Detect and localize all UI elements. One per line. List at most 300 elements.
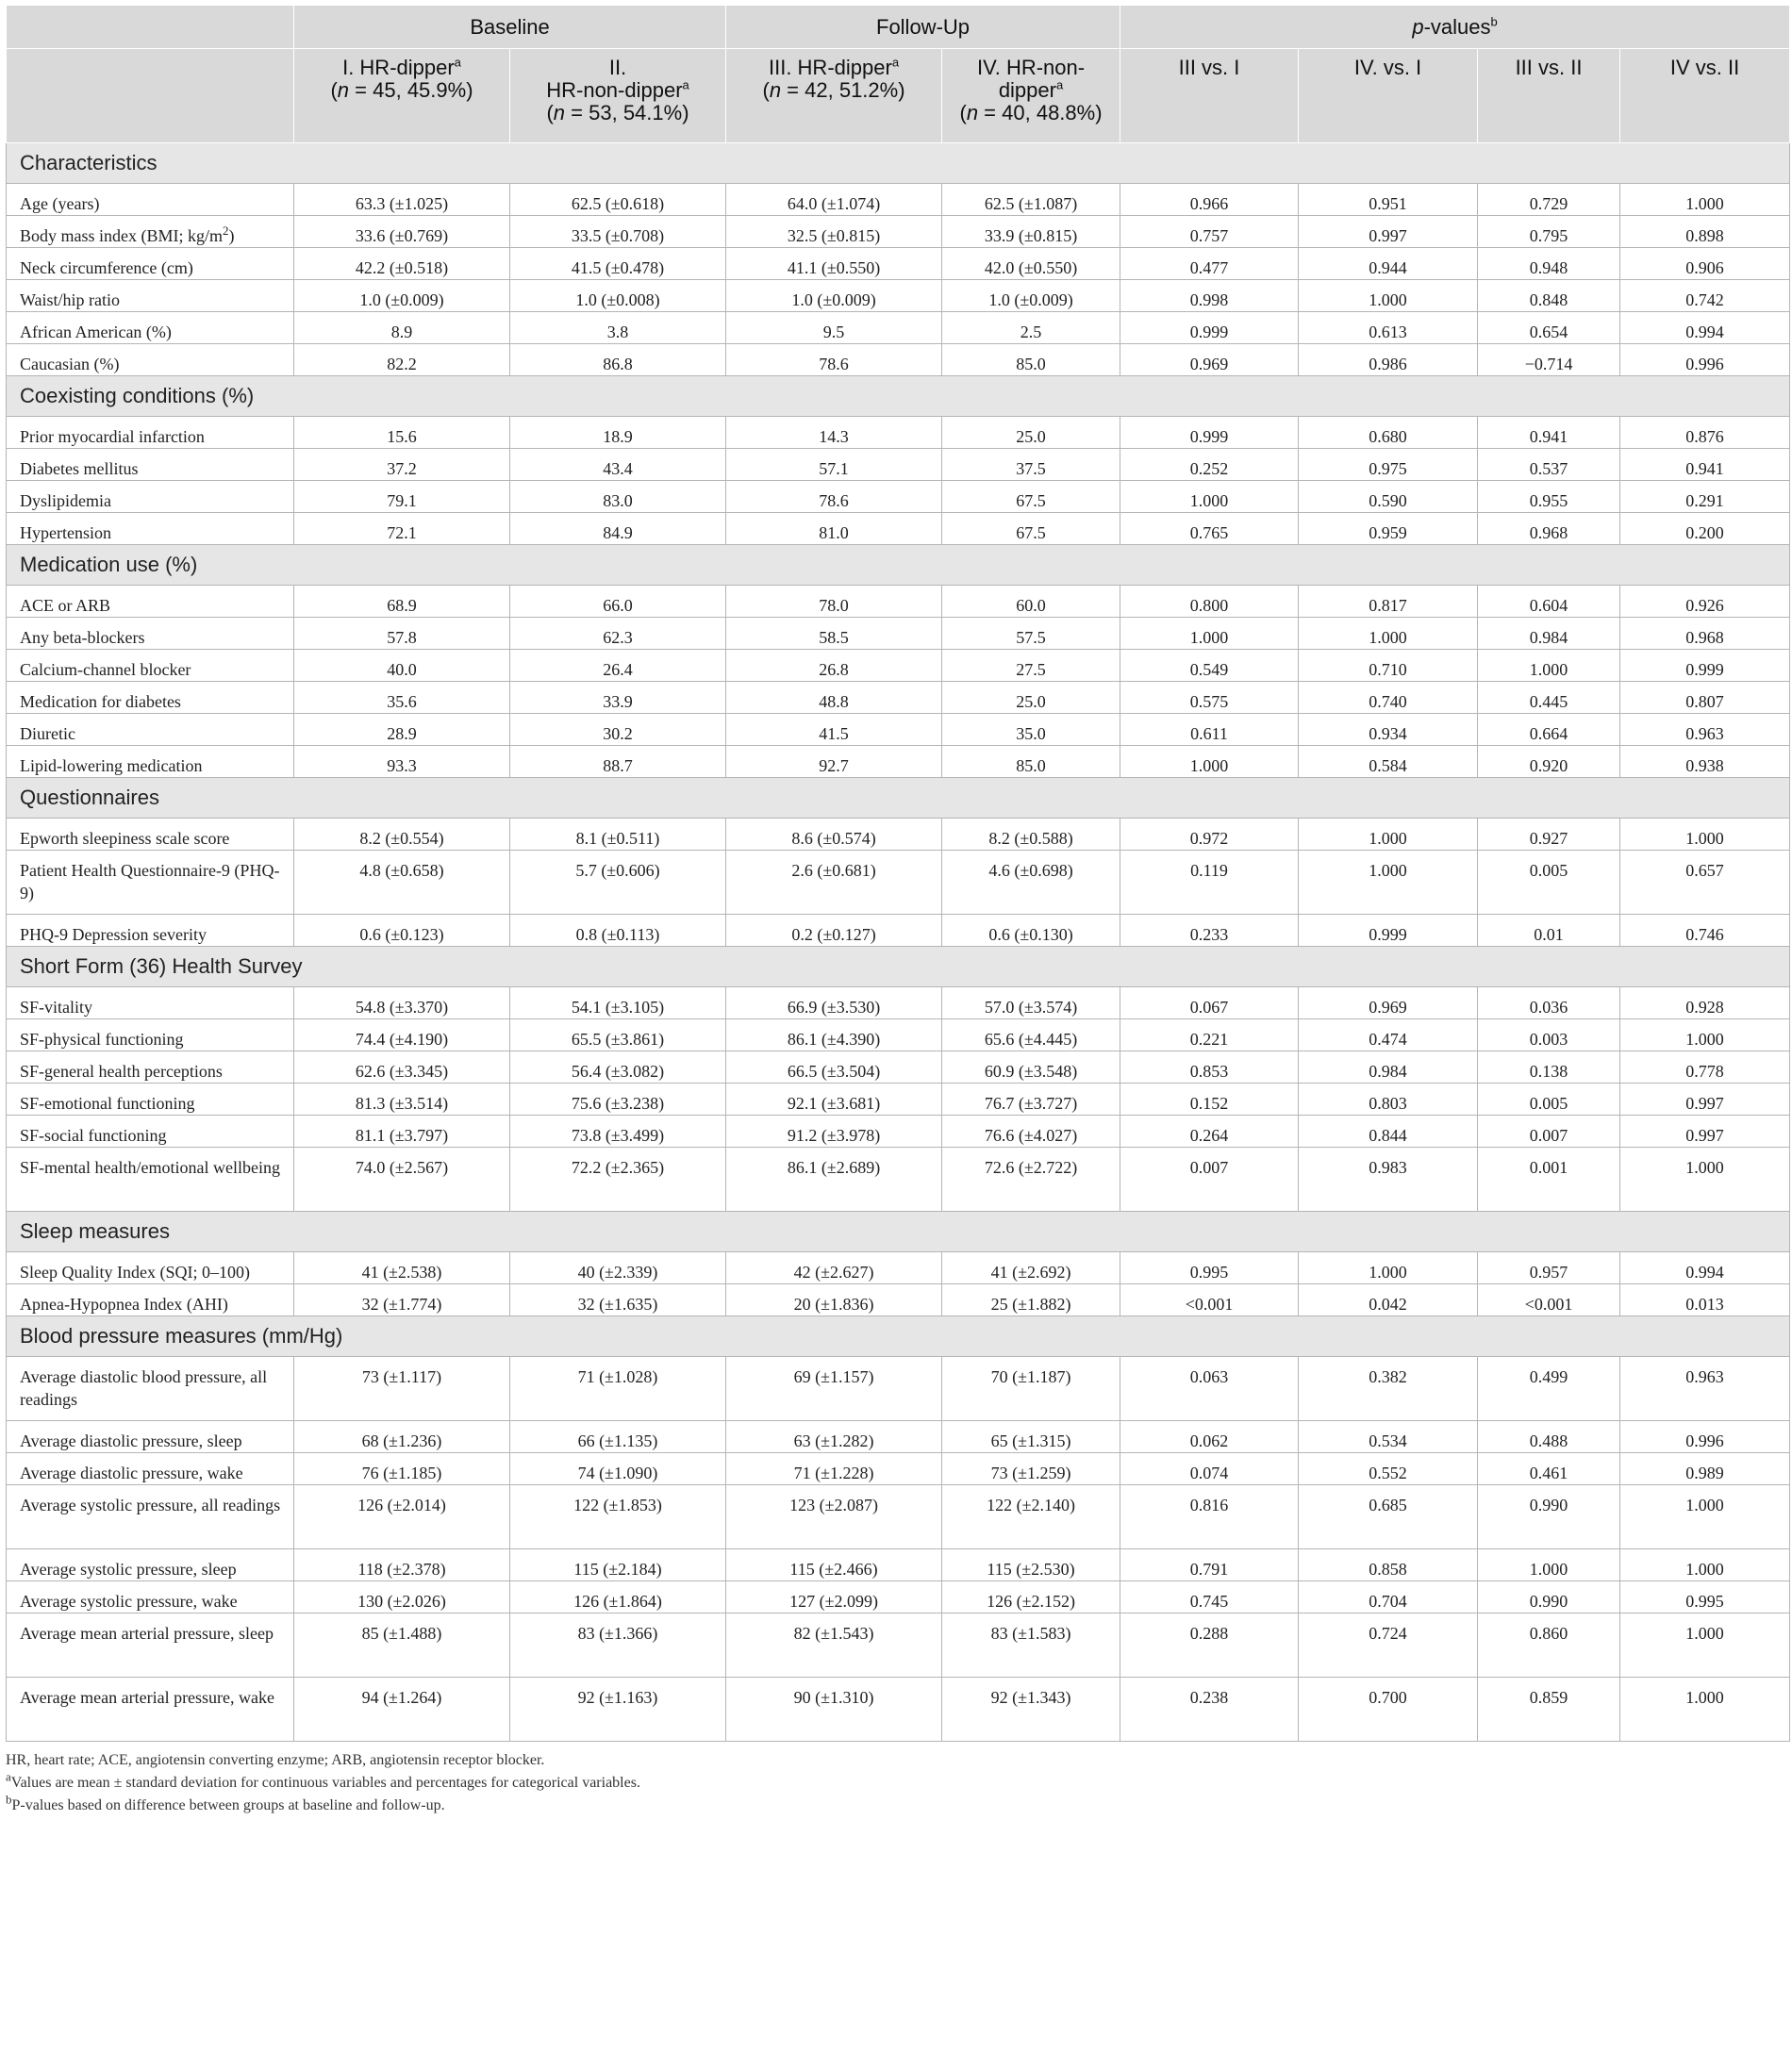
table-cell: 0.997 xyxy=(1620,1084,1790,1116)
table-cell: 71 (±1.228) xyxy=(726,1453,942,1485)
table-cell: 0.859 xyxy=(1478,1678,1620,1742)
table-cell: 35.6 xyxy=(294,682,510,714)
table-row xyxy=(7,1084,1790,1116)
table-row xyxy=(7,1357,1790,1421)
table-cell: 37.2 xyxy=(294,449,510,481)
table-cell: 1.0 (±0.009) xyxy=(726,280,942,312)
table-cell: 0.994 xyxy=(1620,312,1790,344)
table-cell: 58.5 xyxy=(726,618,942,650)
table-cell: 126 (±2.152) xyxy=(942,1581,1120,1613)
row-label-text: Apnea-Hypopnea Index (AHI) xyxy=(20,1295,228,1314)
table-cell: 8.2 (±0.588) xyxy=(942,819,1120,851)
table-cell: 54.8 (±3.370) xyxy=(294,987,510,1019)
table-row xyxy=(7,1613,1790,1678)
table-cell: 118 (±2.378) xyxy=(294,1549,510,1581)
table-cell: 40.0 xyxy=(294,650,510,682)
table-cell: 78.6 xyxy=(726,344,942,376)
row-label xyxy=(7,650,294,682)
table-cell: 0.928 xyxy=(1620,987,1790,1019)
table-cell: 66.9 (±3.530) xyxy=(726,987,942,1019)
table-row xyxy=(7,819,1790,851)
table-cell: 0.291 xyxy=(1620,481,1790,513)
table-cell: 85 (±1.488) xyxy=(294,1613,510,1678)
table-cell: 0.152 xyxy=(1120,1084,1299,1116)
table-cell: 0.704 xyxy=(1299,1581,1478,1613)
table-cell: 83 (±1.583) xyxy=(942,1613,1120,1678)
row-label-text: Epworth sleepiness scale score xyxy=(20,829,230,848)
table-cell: 0.999 xyxy=(1120,312,1299,344)
table-cell: 32.5 (±0.815) xyxy=(726,216,942,248)
col2-line3-pre: ( xyxy=(546,101,554,124)
row-label xyxy=(7,1357,294,1421)
table-row xyxy=(7,1549,1790,1581)
table-cell: 0.926 xyxy=(1620,586,1790,618)
table-cell: 1.000 xyxy=(1620,1485,1790,1549)
group-header-baseline: Baseline xyxy=(294,6,726,49)
row-label xyxy=(7,987,294,1019)
table-cell: 74 (±1.090) xyxy=(510,1453,726,1485)
table-row xyxy=(7,618,1790,650)
row-label-text: Prior myocardial infarction xyxy=(20,427,205,446)
footnote-a-marker: a xyxy=(6,1769,11,1784)
row-label-sup: 2 xyxy=(223,223,229,238)
col2-line3-post: = 53, 54.1%) xyxy=(565,101,689,124)
col3-line2-pre: ( xyxy=(762,78,770,102)
table-cell: 0.997 xyxy=(1299,216,1478,248)
table-cell: 0.941 xyxy=(1478,417,1620,449)
table-cell: 0.975 xyxy=(1299,449,1478,481)
table-cell: 40 (±2.339) xyxy=(510,1252,726,1284)
col4-line3-n: n xyxy=(966,101,979,124)
table-row xyxy=(7,449,1790,481)
table-cell: 1.0 (±0.008) xyxy=(510,280,726,312)
table-cell: 79.1 xyxy=(294,481,510,513)
table-row xyxy=(7,1421,1790,1453)
table-cell: 1.000 xyxy=(1620,819,1790,851)
table-row xyxy=(7,312,1790,344)
table-cell: 86.1 (±4.390) xyxy=(726,1019,942,1051)
table-cell: 43.4 xyxy=(510,449,726,481)
col-header-hr-non-dipper-baseline xyxy=(510,49,726,143)
col1-line2-pre: ( xyxy=(330,78,338,102)
table-cell: 0.2 (±0.127) xyxy=(726,915,942,947)
table-row xyxy=(7,586,1790,618)
group-header-pvalues xyxy=(1120,6,1790,49)
table-row xyxy=(7,915,1790,947)
row-label xyxy=(7,344,294,376)
table-cell: 0.742 xyxy=(1620,280,1790,312)
table-cell: 0.477 xyxy=(1120,248,1299,280)
table-cell: 0.968 xyxy=(1478,513,1620,545)
row-label xyxy=(7,746,294,778)
table-cell: 0.007 xyxy=(1478,1116,1620,1148)
table-cell: 72.6 (±2.722) xyxy=(942,1148,1120,1212)
table-row xyxy=(7,1252,1790,1284)
table-row xyxy=(7,417,1790,449)
table-cell: 0.959 xyxy=(1299,513,1478,545)
table-cell: 63 (±1.282) xyxy=(726,1421,942,1453)
table-cell: 127 (±2.099) xyxy=(726,1581,942,1613)
row-label xyxy=(7,417,294,449)
table-cell: 4.6 (±0.698) xyxy=(942,851,1120,915)
table-cell: 0.876 xyxy=(1620,417,1790,449)
row-label-text: Hypertension xyxy=(20,523,111,542)
table-cell: 83.0 xyxy=(510,481,726,513)
row-label-text: Diabetes mellitus xyxy=(20,459,139,478)
row-label xyxy=(7,1051,294,1084)
table-cell: 0.067 xyxy=(1120,987,1299,1019)
table-cell: 0.800 xyxy=(1120,586,1299,618)
col1-line1: I. HR-dipper xyxy=(342,56,455,79)
section-title: Sleep measures xyxy=(7,1212,1790,1252)
footnote-b-marker: b xyxy=(6,1792,12,1807)
table-cell: 0.590 xyxy=(1299,481,1478,513)
table-row xyxy=(7,513,1790,545)
table-cell: 0.445 xyxy=(1478,682,1620,714)
table-cell: 0.537 xyxy=(1478,449,1620,481)
table-cell: 0.499 xyxy=(1478,1357,1620,1421)
row-label xyxy=(7,1485,294,1549)
table-cell: 26.4 xyxy=(510,650,726,682)
table-cell: 86.1 (±2.689) xyxy=(726,1148,942,1212)
table-cell: 76 (±1.185) xyxy=(294,1453,510,1485)
row-label xyxy=(7,1019,294,1051)
col1-sup: a xyxy=(454,55,461,70)
table-cell: 0.996 xyxy=(1620,1421,1790,1453)
table-cell: 1.000 xyxy=(1299,1252,1478,1284)
row-label xyxy=(7,1284,294,1316)
table-row xyxy=(7,851,1790,915)
table-cell: 25.0 xyxy=(942,417,1120,449)
table-cell: 122 (±2.140) xyxy=(942,1485,1120,1549)
table-cell: 74.0 (±2.567) xyxy=(294,1148,510,1212)
table-cell: 115 (±2.466) xyxy=(726,1549,942,1581)
section-title: Characteristics xyxy=(7,143,1790,184)
table-cell: 0.955 xyxy=(1478,481,1620,513)
table-cell: 88.7 xyxy=(510,746,726,778)
table-cell: 93.3 xyxy=(294,746,510,778)
table-cell: 0.941 xyxy=(1620,449,1790,481)
row-label-suffix: ) xyxy=(228,226,235,245)
footnote-a-text: Values are mean ± standard deviation for continuous variables and percentages for categorical variables. xyxy=(10,1775,640,1791)
table-cell: 8.2 (±0.554) xyxy=(294,819,510,851)
section-row xyxy=(7,545,1790,586)
table-cell: 0.920 xyxy=(1478,746,1620,778)
col3-line2-post: = 42, 51.2%) xyxy=(781,78,905,102)
table-cell: 0.998 xyxy=(1120,280,1299,312)
col3-line1: III. HR-dipper xyxy=(768,56,892,79)
table-cell: 0.488 xyxy=(1478,1421,1620,1453)
table-cell: 56.4 (±3.082) xyxy=(510,1051,726,1084)
table-cell: 76.7 (±3.727) xyxy=(942,1084,1120,1116)
table-cell: 26.8 xyxy=(726,650,942,682)
section-row xyxy=(7,376,1790,417)
col1-line2-post: = 45, 45.9%) xyxy=(349,78,473,102)
table-cell: 0.957 xyxy=(1478,1252,1620,1284)
table-cell: 60.0 xyxy=(942,586,1120,618)
section-row xyxy=(7,1316,1790,1357)
table-row xyxy=(7,1581,1790,1613)
table-cell: 73 (±1.117) xyxy=(294,1357,510,1421)
table-cell: 0.844 xyxy=(1299,1116,1478,1148)
table-cell: 0.613 xyxy=(1299,312,1478,344)
table-cell: 71 (±1.028) xyxy=(510,1357,726,1421)
table-cell: 66.0 xyxy=(510,586,726,618)
table-cell: 1.000 xyxy=(1620,1678,1790,1742)
row-label-text: Lipid-lowering medication xyxy=(20,756,203,775)
table-cell: 0.898 xyxy=(1620,216,1790,248)
table-cell: 0.999 xyxy=(1299,915,1478,947)
row-label-text: Average mean arterial pressure, wake xyxy=(20,1688,275,1707)
table-cell: 41.1 (±0.550) xyxy=(726,248,942,280)
table-cell: 0.664 xyxy=(1478,714,1620,746)
row-label-text: Caucasian (%) xyxy=(20,355,120,373)
table-cell: 92 (±1.163) xyxy=(510,1678,726,1742)
table-cell: 0.238 xyxy=(1120,1678,1299,1742)
table-cell: 0.994 xyxy=(1620,1252,1790,1284)
section-row xyxy=(7,1212,1790,1252)
table-cell: 72.1 xyxy=(294,513,510,545)
table-cell: 5.7 (±0.606) xyxy=(510,851,726,915)
row-label-text: SF-physical functioning xyxy=(20,1030,184,1049)
table-cell: 0.944 xyxy=(1299,248,1478,280)
table-cell: 0.611 xyxy=(1120,714,1299,746)
table-cell: 1.000 xyxy=(1478,1549,1620,1581)
table-cell: 0.995 xyxy=(1620,1581,1790,1613)
table-header xyxy=(7,6,1790,143)
table-cell: 90 (±1.310) xyxy=(726,1678,942,1742)
row-label xyxy=(7,481,294,513)
table-cell: 0.951 xyxy=(1299,184,1478,216)
col2-line3-n: n xyxy=(553,101,566,124)
row-label-text: Average systolic pressure, sleep xyxy=(20,1560,237,1579)
table-cell: 41.5 xyxy=(726,714,942,746)
table-cell: 0.989 xyxy=(1620,1453,1790,1485)
table-cell: 81.3 (±3.514) xyxy=(294,1084,510,1116)
table-cell: 0.221 xyxy=(1120,1019,1299,1051)
table-cell: 0.995 xyxy=(1120,1252,1299,1284)
table-row xyxy=(7,344,1790,376)
table-cell: 0.999 xyxy=(1620,650,1790,682)
table-cell: <0.001 xyxy=(1478,1284,1620,1316)
row-label xyxy=(7,216,294,248)
table-cell: 1.000 xyxy=(1299,280,1478,312)
table-cell: 62.5 (±0.618) xyxy=(510,184,726,216)
table-cell: 62.5 (±1.087) xyxy=(942,184,1120,216)
col4-line3-post: = 40, 48.8%) xyxy=(978,101,1103,124)
section-title: Questionnaires xyxy=(7,778,1790,819)
row-label-text: African American (%) xyxy=(20,323,172,341)
row-label xyxy=(7,184,294,216)
col1-line2-n: n xyxy=(337,78,350,102)
table-cell: 0.860 xyxy=(1478,1613,1620,1678)
table-cell: 8.9 xyxy=(294,312,510,344)
row-label xyxy=(7,819,294,851)
table-cell: 0.138 xyxy=(1478,1051,1620,1084)
table-cell: 75.6 (±3.238) xyxy=(510,1084,726,1116)
table-row xyxy=(7,682,1790,714)
section-title: Short Form (36) Health Survey xyxy=(7,947,1790,987)
table-cell: 0.074 xyxy=(1120,1453,1299,1485)
table-row xyxy=(7,746,1790,778)
row-label-text: Waist/hip ratio xyxy=(20,290,121,309)
table-cell: 0.927 xyxy=(1478,819,1620,851)
table-cell: 0.765 xyxy=(1120,513,1299,545)
table-cell: 0.6 (±0.123) xyxy=(294,915,510,947)
row-label xyxy=(7,248,294,280)
table-cell: 0.382 xyxy=(1299,1357,1478,1421)
row-label-text: Average systolic pressure, wake xyxy=(20,1592,238,1611)
row-label-text: PHQ-9 Depression severity xyxy=(20,925,207,944)
table-cell: 0.996 xyxy=(1620,344,1790,376)
table-cell: 73 (±1.259) xyxy=(942,1453,1120,1485)
table-row xyxy=(7,1019,1790,1051)
row-label-text: Neck circumference (cm) xyxy=(20,258,193,277)
table-cell: 0.963 xyxy=(1620,714,1790,746)
table-cell: 63.3 (±1.025) xyxy=(294,184,510,216)
row-label xyxy=(7,1581,294,1613)
row-label xyxy=(7,449,294,481)
data-table xyxy=(6,5,1790,1742)
table-cell: 41 (±2.692) xyxy=(942,1252,1120,1284)
table-cell: 0.534 xyxy=(1299,1421,1478,1453)
table-cell: 115 (±2.184) xyxy=(510,1549,726,1581)
table-cell: 8.1 (±0.511) xyxy=(510,819,726,851)
table-row xyxy=(7,481,1790,513)
table-cell: 0.853 xyxy=(1120,1051,1299,1084)
table-cell: 57.0 (±3.574) xyxy=(942,987,1120,1019)
table-cell: 81.1 (±3.797) xyxy=(294,1116,510,1148)
row-label xyxy=(7,714,294,746)
table-cell: <0.001 xyxy=(1120,1284,1299,1316)
table-cell: 74.4 (±4.190) xyxy=(294,1019,510,1051)
table-cell: 78.6 xyxy=(726,481,942,513)
row-label-text: ACE or ARB xyxy=(20,596,111,615)
row-label-text: SF-mental health/emotional wellbeing xyxy=(20,1158,280,1177)
table-cell: 130 (±2.026) xyxy=(294,1581,510,1613)
table-cell: 0.710 xyxy=(1299,650,1478,682)
table-cell: 1.000 xyxy=(1120,618,1299,650)
table-row xyxy=(7,650,1790,682)
table-cell: 42.2 (±0.518) xyxy=(294,248,510,280)
row-label-text: Average diastolic blood pressure, all readings xyxy=(20,1367,268,1409)
table-cell: 28.9 xyxy=(294,714,510,746)
row-label-text: Average diastolic pressure, sleep xyxy=(20,1431,242,1450)
table-cell: 18.9 xyxy=(510,417,726,449)
table-cell: 41 (±2.538) xyxy=(294,1252,510,1284)
table-cell: 20 (±1.836) xyxy=(726,1284,942,1316)
row-label xyxy=(7,915,294,947)
table-cell: 0.003 xyxy=(1478,1019,1620,1051)
table-cell: 0.934 xyxy=(1299,714,1478,746)
table-row xyxy=(7,184,1790,216)
table-cell: 0.604 xyxy=(1478,586,1620,618)
table-cell: 0.848 xyxy=(1478,280,1620,312)
table-cell: 126 (±2.014) xyxy=(294,1485,510,1549)
row-label-text: SF-emotional functioning xyxy=(20,1094,195,1113)
table-cell: 0.552 xyxy=(1299,1453,1478,1485)
table-footnotes xyxy=(6,1749,1789,1817)
table-cell: 85.0 xyxy=(942,344,1120,376)
col2-line2: HR-non-dipper xyxy=(546,78,683,102)
table-cell: 9.5 xyxy=(726,312,942,344)
table-cell: 78.0 xyxy=(726,586,942,618)
table-cell: 0.986 xyxy=(1299,344,1478,376)
table-cell: 0.119 xyxy=(1120,851,1299,915)
table-cell: 81.0 xyxy=(726,513,942,545)
row-label xyxy=(7,586,294,618)
table-cell: 57.8 xyxy=(294,618,510,650)
col-header-iv-vs-i: IV. vs. I xyxy=(1299,49,1478,143)
table-cell: 33.9 (±0.815) xyxy=(942,216,1120,248)
table-cell: 0.549 xyxy=(1120,650,1299,682)
table-cell: 1.000 xyxy=(1120,481,1299,513)
table-cell: 0.680 xyxy=(1299,417,1478,449)
row-label-text: Any beta-blockers xyxy=(20,628,145,647)
table-cell: 72.2 (±2.365) xyxy=(510,1148,726,1212)
table-cell: 1.000 xyxy=(1299,618,1478,650)
table-cell: 66.5 (±3.504) xyxy=(726,1051,942,1084)
table-cell: 82 (±1.543) xyxy=(726,1613,942,1678)
col3-sup: a xyxy=(891,55,900,70)
row-label xyxy=(7,682,294,714)
table-cell: 0.963 xyxy=(1620,1357,1790,1421)
table-cell: 69 (±1.157) xyxy=(726,1357,942,1421)
row-label xyxy=(7,851,294,915)
table-cell: 0.983 xyxy=(1299,1148,1478,1212)
row-label xyxy=(7,280,294,312)
table-cell: 25 (±1.882) xyxy=(942,1284,1120,1316)
table-cell: 0.966 xyxy=(1120,184,1299,216)
col3-line2-n: n xyxy=(769,78,782,102)
row-label xyxy=(7,1453,294,1485)
table-cell: 0.584 xyxy=(1299,746,1478,778)
table-cell: 1.000 xyxy=(1120,746,1299,778)
footnote-b-text: P-values based on difference between groups at baseline and follow-up. xyxy=(11,1797,445,1813)
group-header-pvalues-suffix: -values xyxy=(1423,14,1491,39)
table-cell: 68 (±1.236) xyxy=(294,1421,510,1453)
table-cell: 0.729 xyxy=(1478,184,1620,216)
table-cell: 83 (±1.366) xyxy=(510,1613,726,1678)
table-cell: 0.984 xyxy=(1478,618,1620,650)
table-cell: 0.807 xyxy=(1620,682,1790,714)
table-cell: 1.000 xyxy=(1299,819,1478,851)
table-cell: 0.745 xyxy=(1120,1581,1299,1613)
table-cell: 84.9 xyxy=(510,513,726,545)
table-cell: 0.795 xyxy=(1478,216,1620,248)
table-cell: 0.740 xyxy=(1299,682,1478,714)
table-cell: 57.1 xyxy=(726,449,942,481)
table-row xyxy=(7,1148,1790,1212)
table-cell: 33.5 (±0.708) xyxy=(510,216,726,248)
table-cell: 70 (±1.187) xyxy=(942,1357,1120,1421)
table-cell: 1.000 xyxy=(1478,650,1620,682)
row-label-text: Average diastolic pressure, wake xyxy=(20,1464,243,1482)
table-cell: 85.0 xyxy=(942,746,1120,778)
row-label-text: Medication for diabetes xyxy=(20,692,181,711)
row-label-text: Average systolic pressure, all readings xyxy=(20,1496,281,1514)
table-cell: 1.000 xyxy=(1620,1613,1790,1678)
table-cell: 15.6 xyxy=(294,417,510,449)
table-row xyxy=(7,1284,1790,1316)
table-cell: 0.968 xyxy=(1620,618,1790,650)
section-row xyxy=(7,143,1790,184)
table-cell: 0.005 xyxy=(1478,1084,1620,1116)
table-cell: 25.0 xyxy=(942,682,1120,714)
table-cell: 2.5 xyxy=(942,312,1120,344)
table-row xyxy=(7,714,1790,746)
table-cell: 64.0 (±1.074) xyxy=(726,184,942,216)
